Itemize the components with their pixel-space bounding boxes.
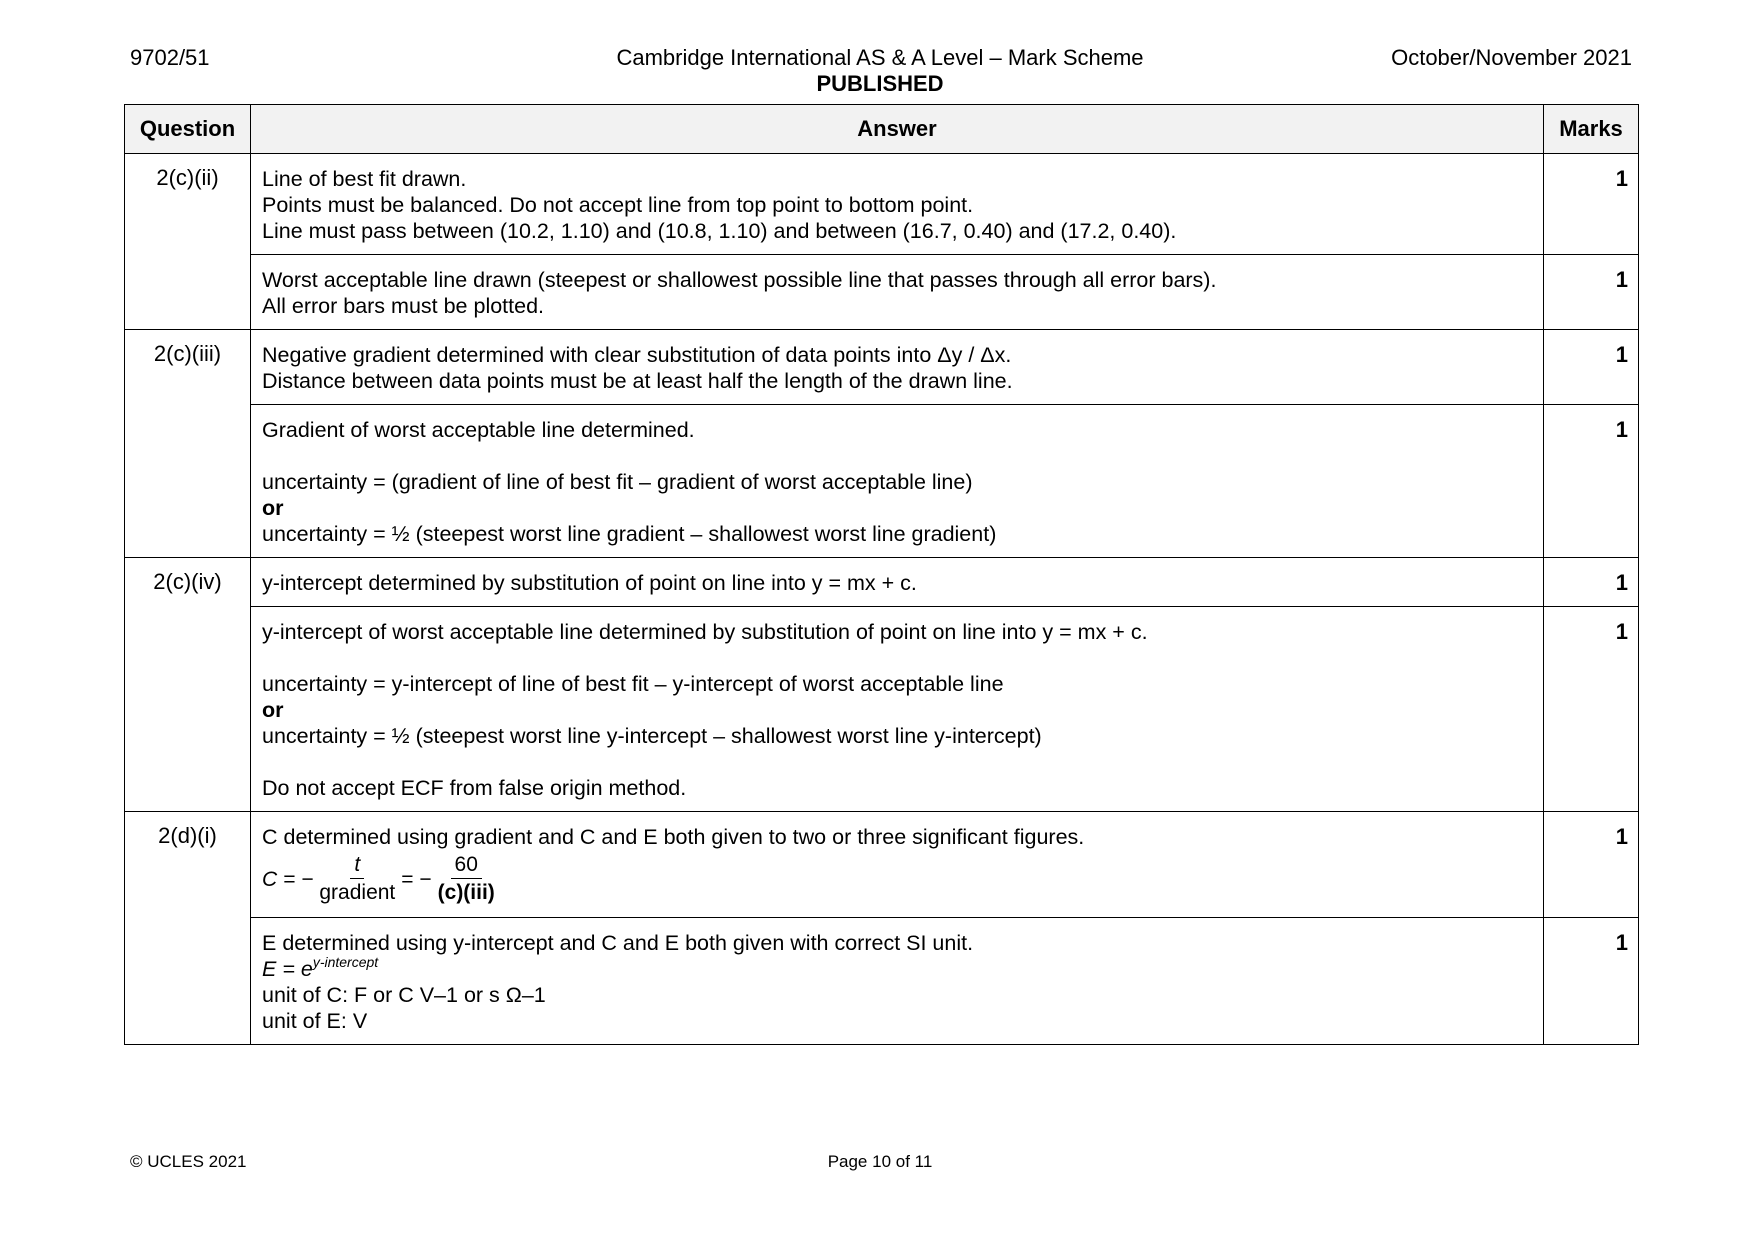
formula-lhs: C = − — [262, 867, 314, 891]
question-number: 2(c)(ii) — [125, 154, 251, 330]
or-connector: or — [262, 698, 284, 722]
copyright-notice: © UCLES 2021 — [130, 1152, 247, 1171]
mark-value: 1 — [1544, 607, 1639, 812]
fraction-denominator: gradient — [319, 881, 396, 904]
fraction — [315, 852, 399, 907]
question-number: 2(c)(iii) — [125, 330, 251, 558]
fraction-denominator: (c)(iii) — [437, 881, 495, 904]
answer-line: uncertainty = ½ (steepest worst line gradient – shallowest worst line gradient) — [262, 522, 997, 546]
table-row — [125, 812, 1639, 918]
answer-cell — [251, 154, 1544, 255]
emf-formula — [262, 956, 1533, 982]
mark-value: 1 — [1544, 255, 1639, 330]
capacitance-formula — [262, 852, 501, 907]
answer-column-header: Answer — [251, 105, 1544, 154]
answer-cell — [251, 330, 1544, 405]
table-row — [125, 154, 1639, 255]
formula-operator: = − — [401, 867, 432, 891]
table-row — [125, 405, 1639, 558]
marks-column-header: Marks — [1544, 105, 1639, 154]
answer-cell — [251, 812, 1544, 918]
document-title: Cambridge International AS & A Level – Mark Scheme — [616, 45, 1144, 70]
answer-line: uncertainty = y-intercept of line of best fit – y-intercept of worst acceptable line — [262, 672, 1004, 696]
mark-scheme-table — [124, 104, 1639, 1045]
published-label: PUBLISHED — [816, 71, 944, 96]
answer-line: Points must be balanced. Do not accept line from top point to bottom point. — [262, 193, 974, 217]
page-number: Page 10 of 11 — [827, 1152, 933, 1171]
or-connector: or — [262, 496, 284, 520]
formula-exponent: y-intercept — [312, 954, 379, 970]
mark-value: 1 — [1544, 812, 1639, 918]
mark-value: 1 — [1544, 154, 1639, 255]
answer-line: unit of C: F or C V–1 or s Ω–1 — [262, 983, 546, 1007]
answer-cell — [251, 558, 1544, 607]
answer-line: Gradient of worst acceptable line determined. — [262, 418, 695, 442]
answer-line: y-intercept determined by substitution of point on line into y = mx + c. — [262, 571, 917, 595]
answer-line: uncertainty = (gradient of line of best fit – gradient of worst acceptable line) — [262, 470, 973, 494]
table-header-row — [125, 105, 1639, 154]
answer-line: Negative gradient determined with clear substitution of data points into Δy / Δx. — [262, 343, 1012, 367]
answer-line: Line must pass between (10.2, 1.10) and (10.8, 1.10) and between (16.7, 0.40) and (17.2, 0.40). — [262, 219, 1177, 243]
answer-line: uncertainty = ½ (steepest worst line y-intercept – shallowest worst line y-intercept) — [262, 724, 1042, 748]
question-number: 2(c)(iv) — [125, 558, 251, 812]
answer-line: Worst acceptable line drawn (steepest or shallowest possible line that passes through all error bars). — [262, 268, 1217, 292]
answer-cell — [251, 405, 1544, 558]
fraction-numerator: t — [350, 852, 364, 879]
fraction-numerator: 60 — [451, 852, 482, 879]
mark-value: 1 — [1544, 558, 1639, 607]
answer-line: Distance between data points must be at least half the length of the drawn line. — [262, 369, 1013, 393]
table-row — [125, 918, 1639, 1045]
mark-value: 1 — [1544, 330, 1639, 405]
answer-line: Do not accept ECF from false origin method. — [262, 776, 687, 800]
answer-cell — [251, 255, 1544, 330]
table-row — [125, 255, 1639, 330]
mark-value: 1 — [1544, 918, 1639, 1045]
answer-line: y-intercept of worst acceptable line determined by substitution of point on line into y = mx + c. — [262, 620, 1148, 644]
formula-lhs: E = e — [262, 957, 313, 981]
fraction — [434, 852, 499, 907]
question-number: 2(d)(i) — [125, 812, 251, 1045]
exam-session: October/November 2021 — [1391, 45, 1632, 70]
answer-line: C determined using gradient and C and E both given to two or three significant figures. — [262, 825, 1085, 849]
table-row — [125, 558, 1639, 607]
mark-value: 1 — [1544, 405, 1639, 558]
answer-line: Line of best fit drawn. — [262, 167, 467, 191]
question-column-header: Question — [125, 105, 251, 154]
answer-cell — [251, 607, 1544, 812]
answer-line: E determined using y-intercept and C and E both given with correct SI unit. — [262, 931, 974, 955]
answer-line: All error bars must be plotted. — [262, 294, 545, 318]
paper-code: 9702/51 — [130, 45, 210, 70]
answer-cell — [251, 918, 1544, 1045]
table-row — [125, 607, 1639, 812]
table-row — [125, 330, 1639, 405]
answer-line: unit of E: V — [262, 1009, 368, 1033]
